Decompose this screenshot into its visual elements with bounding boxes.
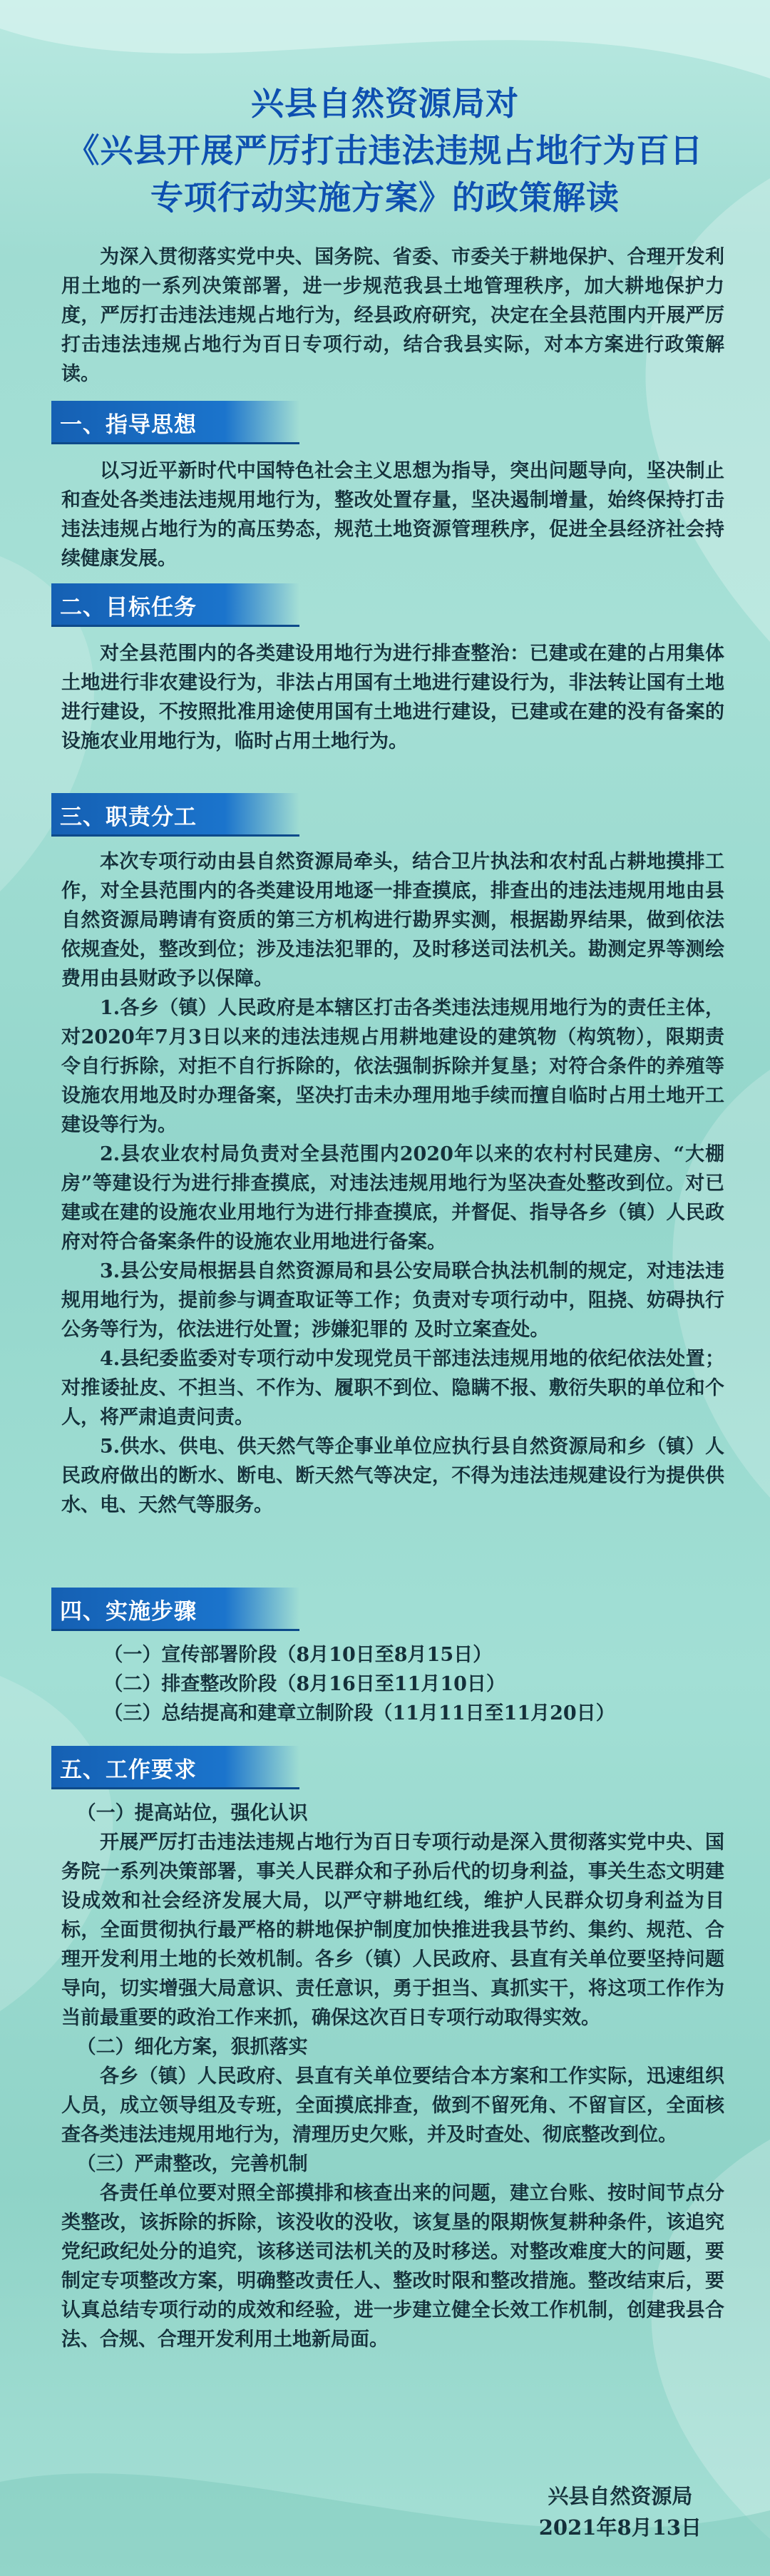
title-line-1: 兴县自然资源局对 — [251, 84, 519, 123]
section-body-guiding-ideology — [61, 456, 724, 573]
section-heading-guiding-ideology — [51, 401, 299, 442]
subheading: （二）细化方案，狠抓落实 — [76, 2036, 308, 2058]
title-line-3: 专项行动实施方案》的政策解读 — [150, 178, 620, 217]
section-body-work-requirements — [61, 1799, 724, 2354]
phase-item: （一）宣传部署阶段（8月10日至8月15日） — [103, 1644, 493, 1666]
paragraph: 开展严厉打击违法违规占地行为百日专项行动是深入贯彻落实党中央、国务院一系列决策部署，事关人民群众和子孙后代的切身利益，事关生态文明建设成效和社会经济发展大局，以严守耕地红线，维护人民群众切身利益为目标，全面贯彻执行最严格的耕地保护制度加快推进我县节约、集约、规范、合理开发利用土地的长效机制。各乡（镇）人民政府、县直有关单位要坚持问题导向，切实增强大局意识、责任意识，勇于担当、真抓实干，将这项工作作为当前最重要的政治工作来抓，确保这次百日专项行动取得实效。 — [61, 1831, 724, 2029]
signature-block — [539, 2480, 702, 2543]
phase-item: （二）排查整改阶段（8月16日至11月10日） — [103, 1673, 505, 1695]
section-heading-label: 三、职责分工 — [60, 804, 197, 830]
subheading: （一）提高站位，强化认识 — [76, 1802, 308, 1824]
section-heading-implementation-steps — [51, 1588, 299, 1629]
section-heading-goals — [51, 583, 299, 625]
intro-paragraph: 为深入贯彻落实党中央、国务院、省委、市委关于耕地保护、合理开发利用土地的一系列决策部署，进一步规范我县土地管理秩序，加大耕地保护力度，严厉打击违法违规占地行为，经县政府研究，决定在全县范围内开展严厉打击违法违规占地行为百日专项行动，结合我县实际，对本方案进行政策解读。 — [61, 246, 724, 385]
paragraph: 各乡（镇）人民政府、县直有关单位要结合本方案和工作实际，迅速组织人员，成立领导组及专班，全面摸底排查，做到不留死角、不留盲区，全面核查各类违法违规用地行为，清理历史欠账，并及时查处、彻底整改到位。 — [61, 2065, 724, 2146]
paragraph: 本次专项行动由县自然资源局牵头，结合卫片执法和农村乱占耕地摸排工作，对全县范围内的各类建设用地逐一排查摸底，排查出的违法违规用地由县自然资源局聘请有资质的第三方机构进行勘界实测，根据勘界结果，做到依法依规查处，整改到位；涉及违法犯罪的，及时移送司法机关。勘测定界等测绘费用由县财政予以保障。 — [61, 851, 724, 990]
signature-org: 兴县自然资源局 — [548, 2484, 693, 2508]
page-title — [0, 80, 770, 221]
paragraph-item-2: 2.县农业农村局负责对全县范围内2020年以来的农村村民建房、“大棚房”等建设行为进行排查摸底，对违法违规用地行为坚决查处整改到位。对已建或在建的设施农业用地行为进行排查摸底，并督促、指导各乡（镇）人民政府对符合备案条件的设施农业用地进行备案。 — [61, 1143, 724, 1253]
section-body-goals — [61, 639, 724, 756]
subheading: （三）严肃整改，完善机制 — [76, 2153, 308, 2175]
phase-item: （三）总结提高和建章立制阶段（11月11日至11月20日） — [103, 1702, 615, 1724]
paragraph-item-4: 4.县纪委监委对专项行动中发现党员干部违法违规用地的依纪依法处置；对推诿扯皮、不担当、不作为、履职不到位、隐瞒不报、敷衍失职的单位和个人，将严肃追责问责。 — [61, 1348, 724, 1428]
section-heading-responsibilities — [51, 793, 299, 834]
section-heading-label: 一、指导思想 — [60, 412, 197, 438]
section-body-responsibilities — [61, 847, 724, 1520]
title-line-2: 《兴县开展严厉打击违法违规占地行为百日 — [66, 131, 704, 170]
section-heading-label: 四、实施步骤 — [60, 1599, 197, 1625]
paragraph: 对全县范围内的各类建设用地行为进行排查整治：已建或在建的占用集体土地进行非农建设行为，非法占用国有土地进行建设行为，非法转让国有土地进行建设，不按照批准用途使用国有土地进行建设，已建或在建的没有备案的设施农业用地行为，临时占用土地行为。 — [61, 643, 724, 752]
section-body-implementation-steps — [61, 1640, 724, 1728]
section-heading-work-requirements — [51, 1746, 299, 1787]
paragraph-item-1: 1.各乡（镇）人民政府是本辖区打击各类违法违规用地行为的责任主体，对2020年7月3日以来的违法违规占用耕地建设的建筑物（构筑物），限期责令自行拆除，对拒不自行拆除的，依法强制拆除并复垦；对符合条件的养殖等设施农用地及时办理备案，坚决打击未办理用地手续而擅自临时占用土地开工建设等行为。 — [61, 997, 724, 1136]
paragraph-item-3: 3.县公安局根据县自然资源局和县公安局联合执法机制的规定，对违法违规用地行为，提前参与调查取证等工作；负责对专项行动中，阻挠、妨碍执行公务等行为，依法进行处置；涉嫌犯罪的 及时立案查处。 — [61, 1260, 724, 1341]
paragraph: 各责任单位要对照全部摸排和核查出来的问题，建立台账、按时间节点分类整改，该拆除的拆除，该没收的没收，该复垦的限期恢复耕种条件，该追究党纪政纪处分的追究，该移送司法机关的及时移送。对整改难度大的问题，要制定专项整改方案，明确整改责任人、整改时限和整改措施。整改结束后，要认真总结专项行动的成效和经验，进一步建立健全长效工作机制，创建我县合法、合规、合理开发利用土地新局面。 — [61, 2182, 724, 2351]
section-heading-label: 二、目标任务 — [60, 595, 197, 620]
signature-date: 2021年8月13日 — [538, 2515, 702, 2540]
section-heading-label: 五、工作要求 — [60, 1757, 197, 1783]
paragraph-item-5: 5.供水、供电、供天然气等企事业单位应执行县自然资源局和乡（镇）人民政府做出的断水、断电、断天然气等决定，不得为违法违规建设行为提供供水、电、天然气等服务。 — [61, 1436, 724, 1516]
paragraph: 以习近平新时代中国特色社会主义思想为指导，突出问题导向，坚决制止和查处各类违法违规用地行为，整改处置存量，坚决遏制增量，始终保持打击违法违规占地行为的高压势态，规范土地资源管理秩序，促进全县经济社会持续健康发展。 — [61, 460, 724, 570]
